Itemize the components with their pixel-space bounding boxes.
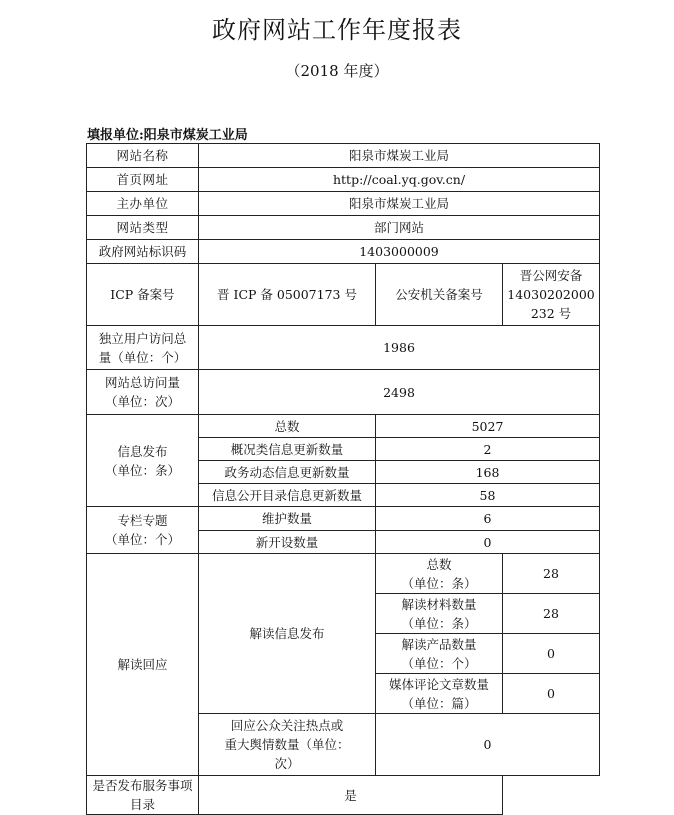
pv-label-line: （单位：次）	[104, 394, 180, 409]
interpret-product-label-line: 解读产品数量	[401, 636, 477, 652]
icp-label: ICP 备案号	[87, 264, 199, 326]
info-overview-value: 2	[376, 438, 600, 461]
police-record-line: 晋公网安备	[519, 268, 583, 283]
column-label	[87, 507, 199, 554]
uv-value: 1986	[199, 326, 600, 370]
reporting-unit: 填报单位:阳泉市煤炭工业局	[87, 128, 248, 143]
interpret-product-value: 0	[503, 634, 600, 674]
page-title: 政府网站工作年度报表	[212, 16, 462, 44]
home-url-label: 首页网址	[87, 168, 199, 192]
site-type-label: 网站类型	[87, 216, 199, 240]
table-row	[87, 507, 600, 531]
uv-label-line: 独立用户访问总	[98, 330, 187, 346]
sponsor-value: 阳泉市煤炭工业局	[199, 192, 600, 216]
sponsor-label: 主办单位	[87, 192, 199, 216]
info-dynamic-value: 168	[376, 461, 600, 484]
column-new-value: 0	[376, 531, 600, 554]
interpret-hotspot-value: 0	[376, 714, 600, 776]
info-label-line: 信息发布	[117, 443, 168, 459]
info-label-line: （单位：条）	[104, 462, 180, 478]
interpret-media-value: 0	[503, 674, 600, 714]
pv-value: 2498	[199, 370, 600, 415]
police-record-line: 14030202000	[507, 287, 595, 302]
table-row	[87, 370, 600, 415]
pv-label-line: 网站总访问量	[104, 375, 180, 390]
interpret-total-label-line: （单位：条）	[401, 575, 477, 591]
column-maintain-label: 维护数量	[199, 507, 376, 531]
interpret-material-value: 28	[503, 594, 600, 634]
report-table	[86, 143, 600, 815]
info-total-value: 5027	[376, 415, 600, 438]
info-label	[87, 415, 199, 507]
column-label-line: （单位：个）	[104, 532, 180, 547]
table-row	[87, 415, 600, 438]
interpret-hotspot-label	[199, 714, 376, 776]
police-record-label: 公安机关备案号	[376, 264, 503, 326]
report-year: （2018 年度）	[285, 62, 389, 80]
table-row	[87, 240, 600, 264]
interpret-media-label-line: （单位：篇）	[401, 695, 477, 711]
interpret-media-label	[376, 674, 503, 714]
interpret-total-label	[376, 554, 503, 594]
interpret-hotspot-label-line: 次）	[274, 756, 300, 771]
interpret-hotspot-label-line: 回应公众关注热点或	[230, 718, 344, 733]
icp-value: 晋 ICP 备 05007173 号	[199, 264, 376, 326]
table-row	[87, 326, 600, 370]
pv-label	[87, 370, 199, 415]
interpret-material-label-line: 解读材料数量	[401, 596, 477, 612]
police-record-value	[503, 264, 600, 326]
info-dynamic-label: 政务动态信息更新数量	[199, 461, 376, 484]
site-name-value: 阳泉市煤炭工业局	[199, 144, 600, 168]
site-name-label: 网站名称	[87, 144, 199, 168]
column-maintain-value: 6	[376, 507, 600, 531]
table-row	[87, 216, 600, 240]
uv-label-line: 量（单位：个）	[98, 349, 187, 365]
table-row	[87, 776, 600, 815]
site-id-value: 1403000009	[199, 240, 600, 264]
table-row	[87, 168, 600, 192]
interpret-total-value: 28	[503, 554, 600, 594]
service-catalog-value: 是	[199, 776, 503, 815]
column-label-line: 专栏专题	[117, 513, 168, 528]
interpret-media-label-line: 媒体评论文章数量	[388, 676, 489, 692]
uv-label	[87, 326, 199, 370]
interpret-hotspot-label-line: 重大舆情数量（单位：	[224, 737, 350, 752]
table-row	[87, 192, 600, 216]
interpret-total-label-line: 总数	[426, 556, 452, 572]
table-row	[87, 144, 600, 168]
column-new-label: 新开设数量	[199, 531, 376, 554]
site-id-label: 政府网站标识码	[87, 240, 199, 264]
interpret-publish-label: 解读信息发布	[199, 554, 376, 714]
interpret-product-label	[376, 634, 503, 674]
info-catalog-value: 58	[376, 484, 600, 507]
home-url-value: http://coal.yq.gov.cn/	[199, 168, 600, 192]
interpret-label: 解读回应	[87, 554, 199, 776]
info-overview-label: 概况类信息更新数量	[199, 438, 376, 461]
info-total-label: 总数	[199, 415, 376, 438]
interpret-product-label-line: （单位：个）	[401, 655, 477, 671]
table-row	[87, 554, 600, 594]
service-catalog-label: 是否发布服务事项目录	[87, 776, 199, 815]
site-type-value: 部门网站	[199, 216, 600, 240]
info-catalog-label: 信息公开目录信息更新数量	[199, 484, 376, 507]
police-record-line: 232 号	[530, 306, 572, 321]
table-row	[87, 264, 600, 326]
interpret-material-label-line: （单位：条）	[401, 615, 477, 631]
interpret-material-label	[376, 594, 503, 634]
